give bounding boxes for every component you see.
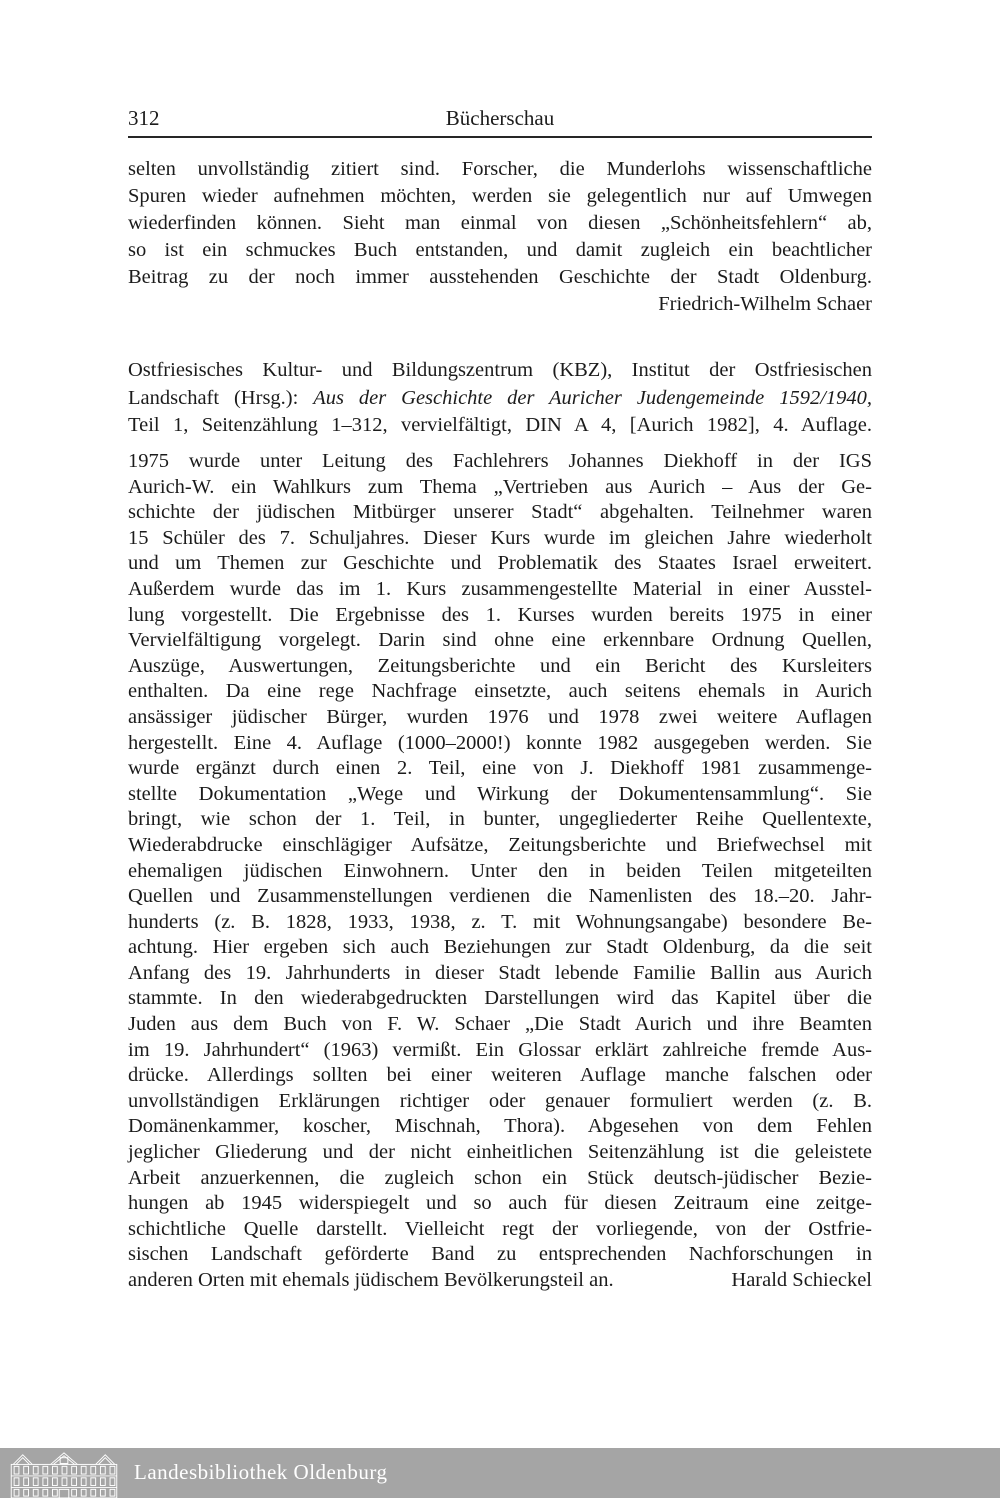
bibliography-heading <box>128 357 872 440</box>
text-line: stellte Dokumentation „Wege und Wirkung der Dokumentensammlung“. Sie <box>128 782 872 805</box>
text-line: wiederfinden können. Sieht man einmal von diesen „Schönheitsfehlern“ ab, <box>128 212 872 234</box>
text-line: und um Themen zur Geschichte und Problematik des Staates Israel erweitert. <box>128 552 872 575</box>
book-title-italic: Aus der Geschichte der Auricher Judengemeinde 1592/1940, <box>313 386 873 409</box>
text-line: ehemaligen jüdischen Einwohnern. Unter den in beiden Teilen mitgeteilten <box>128 859 872 882</box>
text-line: wurde ergänzt durch einen 2. Teil, eine von J. Diekhoff 1981 zusammenge- <box>128 757 872 780</box>
text-line: sischen Landschaft geförderte Band zu entsprechenden Nachforschungen in <box>128 1243 872 1266</box>
text-line: Beitrag zu der noch immer ausstehenden Geschichte der Stadt Oldenburg. <box>128 266 872 288</box>
text-line: hungen ab 1945 widerspiegelt und so auch für diesen Zeitraum eine zeitge- <box>128 1192 872 1215</box>
footer-bar <box>0 1448 1000 1498</box>
bibliography-line: Teil 1, Seitenzählung 1–312, vervielfältigt, DIN A 4, [Aurich 1982], 4. Auflage. <box>128 414 872 436</box>
library-name: Landesbibliothek Oldenburg <box>134 1460 388 1484</box>
text-line: Domänenkammer, koscher, Mischnah, Thora). Abgesehen von dem Fehlen <box>128 1115 872 1138</box>
text-line: Aurich-W. ein Wahlkurs zum Thema „Vertrieben aus Aurich – Aus der Ge- <box>128 475 872 498</box>
text-line: jeglicher Gliederung und der nicht einheitlichen Seitenzählung ist die geleistete <box>128 1141 872 1164</box>
text-line: Arbeit anzuerkennen, die zugleich schon ein Stück deutsch-jüdischer Bezie- <box>128 1166 872 1189</box>
review-continuation-lines <box>128 156 872 291</box>
text-line: 1975 wurde unter Leitung des Fachlehrers Johannes Diekhoff in der IGS <box>128 450 872 472</box>
text-line: selten unvollständig zitiert sind. Forscher, die Munderlohs wissenschaftliche <box>128 158 872 180</box>
text-line: Quellen und Zusammenstellungen verdienen die Namenlisten des 18.–20. Jahr- <box>128 885 872 908</box>
text-line: Juden aus dem Buch von F. W. Schaer „Die Stadt Aurich und ihre Beamten <box>128 1013 872 1036</box>
text-line: achtung. Hier ergeben sich auch Beziehungen zur Stadt Oldenburg, da die seit <box>128 936 872 959</box>
page-title: Bücherschau <box>445 106 555 130</box>
text-line: schichte der jüdischen Mitbürger unserer Stadt“ abgehalten. Teilnehmer waren <box>128 501 872 524</box>
text-line: Wiederabdrucke einschlägiger Aufsätze, Zeitungsberichte und Briefwechsel mit <box>128 833 872 856</box>
text-line: hergestellt. Eine 4. Auflage (1000–2000!) konnte 1982 ausgegeben werden. Sie <box>128 731 872 754</box>
bibliography-publisher: Landschaft (Hrsg.): <box>128 386 299 409</box>
reviewer-signature: Harald Schieckel <box>731 1269 872 1291</box>
text-line: schichtliche Quelle darstellt. Vielleicht regt der vorliegende, von der Ostfrie- <box>128 1217 872 1240</box>
bibliography-line: Ostfriesisches Kultur- und Bildungszentrum (KBZ), Institut der Ostfriesischen <box>128 359 872 381</box>
text-line: so ist ein schmuckes Buch entstanden, und damit zugleich ein beachtlicher <box>128 239 872 261</box>
text-line: drücke. Allerdings sollten bei einer weiteren Auflage manche falschen oder <box>128 1064 872 1087</box>
text-line: Auszüge, Auswertungen, Zeitungsberichte und ein Bericht des Kursleiters <box>128 654 872 677</box>
bibliography-line <box>128 385 872 413</box>
review-last-line <box>128 1268 872 1294</box>
text-line: enthalten. Da eine rege Nachfrage einsetzte, auch seitens ehemals in Aurich <box>128 680 872 703</box>
text-line: Vervielfältigung vorgelegt. Darin sind ohne eine erkennbare Ordnung Quellen, <box>128 629 872 652</box>
text-line: 15 Schüler des 7. Schuljahres. Dieser Kurs wurde im gleichen Jahre wiederholt <box>128 526 872 549</box>
page-number: 312 <box>128 106 160 130</box>
text-line: unvollständigen Erklärungen richtiger oder genauer formuliert werden (z. B. <box>128 1089 872 1112</box>
review-body-lines <box>128 449 872 1268</box>
text-line: hunderts (z. B. 1828, 1933, 1938, z. T. mit Wohnungsangabe) besondere Be- <box>128 910 872 933</box>
text-line: ansässiger jüdischer Bürger, wurden 1976 und 1978 zwei weitere Auflagen <box>128 705 872 728</box>
text-line: stammte. In den wiederabgedruckten Darstellungen wird das Kapitel über die <box>128 987 872 1010</box>
text-line: bringt, wie schon der 1. Teil, in bunter, ungegliederter Reihe Quellentexte, <box>128 808 872 831</box>
header-rule <box>128 136 872 138</box>
review-body <box>128 449 872 1294</box>
library-building-icon <box>8 1451 120 1498</box>
text-line: anderen Orten mit ehemals jüdischem Bevölkerungsteil an. <box>128 1269 614 1291</box>
reviewer-signature: Friedrich-Wilhelm Schaer <box>658 293 872 315</box>
page-header <box>128 106 872 132</box>
text-line: Außerdem wurde das im 1. Kurs zusammengestellte Material in einer Ausstel- <box>128 577 872 600</box>
text-line: im 19. Jahrhundert“ (1963) vermißt. Ein Glossar erklärt zahlreiche fremde Aus- <box>128 1038 872 1061</box>
text-line: Spuren wieder aufnehmen möchten, werden sie gelegentlich nur auf Umwegen <box>128 185 872 207</box>
text-line: Anfang des 19. Jahrhunderts in dieser Stadt lebende Familie Ballin aus Aurich <box>128 961 872 984</box>
review-continuation-paragraph <box>128 156 872 318</box>
text-line: lung vorgestellt. Die Ergebnisse des 1. Kurses wurden bereits 1975 in einer <box>128 603 872 626</box>
